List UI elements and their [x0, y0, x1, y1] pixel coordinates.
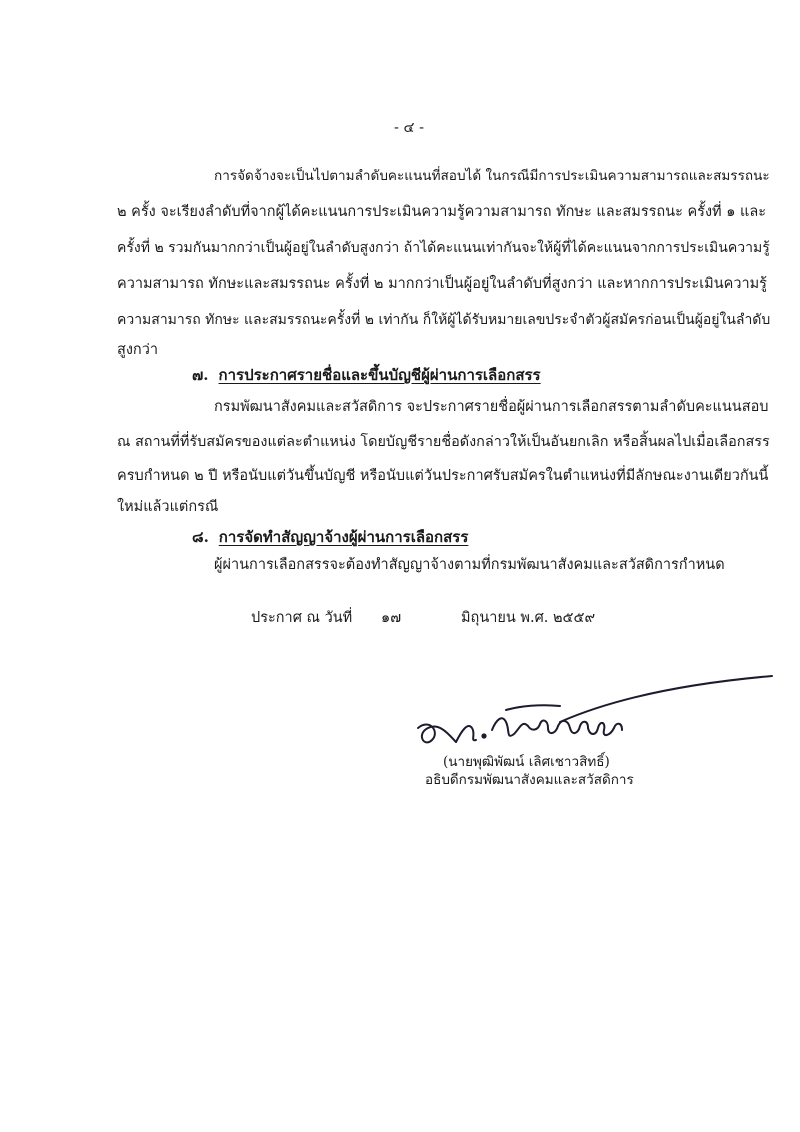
section7-heading: [192, 365, 541, 385]
paragraph1-line: ความสามารถ ทักษะ และสมรรถนะครั้งที่ ๒ เท่ากัน ก็ให้ผู้ได้รับหมายเลขประจำตัวผู้สมัครก่อนเป็นผู้อยู่ในลำดับ: [117, 312, 771, 328]
section7-line: ใหม่แล้วแต่กรณี: [117, 499, 219, 515]
paragraph1-line: ครั้งที่ ๒ รวมกันมากกว่าเป็นผู้อยู่ในลำดับสูงกว่า ถ้าได้คะแนนเท่ากันจะให้ผู้ที่ได้คะแนนจากการประเมินความรู้: [117, 240, 770, 256]
section7-number: ๗.: [192, 366, 209, 384]
page-number: - ๔ -: [394, 120, 424, 136]
section7-title: การประกาศรายชื่อและขึ้นบัญชีผู้ผ่านการเลือกสรร: [218, 366, 541, 384]
signatory-name: (นายพุฒิพัฒน์ เลิศเชาวสิทธิ์): [443, 754, 610, 770]
paragraph1-line: การจัดจ้างจะเป็นไปตามลำดับคะแนนที่สอบได้ ในกรณีมีการประเมินความสามารถและสมรรถนะ: [214, 168, 770, 184]
announcement-prefix: ประกาศ ณ วันที่: [251, 610, 353, 626]
paragraph1-line: ความสามารถ ทักษะและสมรรถนะ ครั้งที่ ๒ มากกว่าเป็นผู้อยู่ในลำดับที่สูงกว่า และหากการประเมินความรู้: [117, 276, 767, 292]
section8-title: การจัดทำสัญญาจ้างผู้ผ่านการเลือกสรร: [218, 528, 469, 546]
section7-line: ณ สถานที่ที่รับสมัครของแต่ละตำแหน่ง โดยบัญชีรายชื่อดังกล่าวให้เป็นอันยกเลิก หรือสิ้นผลไปเมื่อเลือกสรร: [117, 434, 770, 450]
section8-line: ผู้ผ่านการเลือกสรรจะต้องทำสัญญาจ้างตามที่กรมพัฒนาสังคมและสวัสดิการกำหนด: [214, 557, 725, 573]
section8-heading: [192, 527, 468, 547]
section7-line: ครบกำหนด ๒ ปี หรือนับแต่วันขึ้นบัญชี หรือนับแต่วันประกาศรับสมัครในตำแหน่งที่มีลักษณะงานเดียวกันนี้: [117, 468, 769, 484]
announcement-month-year: มิถุนายน พ.ศ. ๒๕๕๙: [461, 610, 596, 626]
paragraph1-line: สูงกว่า: [117, 342, 158, 358]
section7-line: กรมพัฒนาสังคมและสวัสดิการ จะประกาศรายชื่อผู้ผ่านการเลือกสรรตามลำดับคะแนนสอบ: [214, 399, 769, 415]
announcement-day: ๑๗: [381, 610, 402, 626]
paragraph1-line: ๒ ครั้ง จะเรียงลำดับที่จากผู้ได้คะแนนการประเมินความรู้ความสามารถ ทักษะ และสมรรถนะ ครั้งที่ ๑ และ: [117, 204, 767, 220]
section8-number: ๘.: [192, 528, 209, 546]
signatory-position: อธิบดีกรมพัฒนาสังคมและสวัสดิการ: [425, 772, 634, 788]
